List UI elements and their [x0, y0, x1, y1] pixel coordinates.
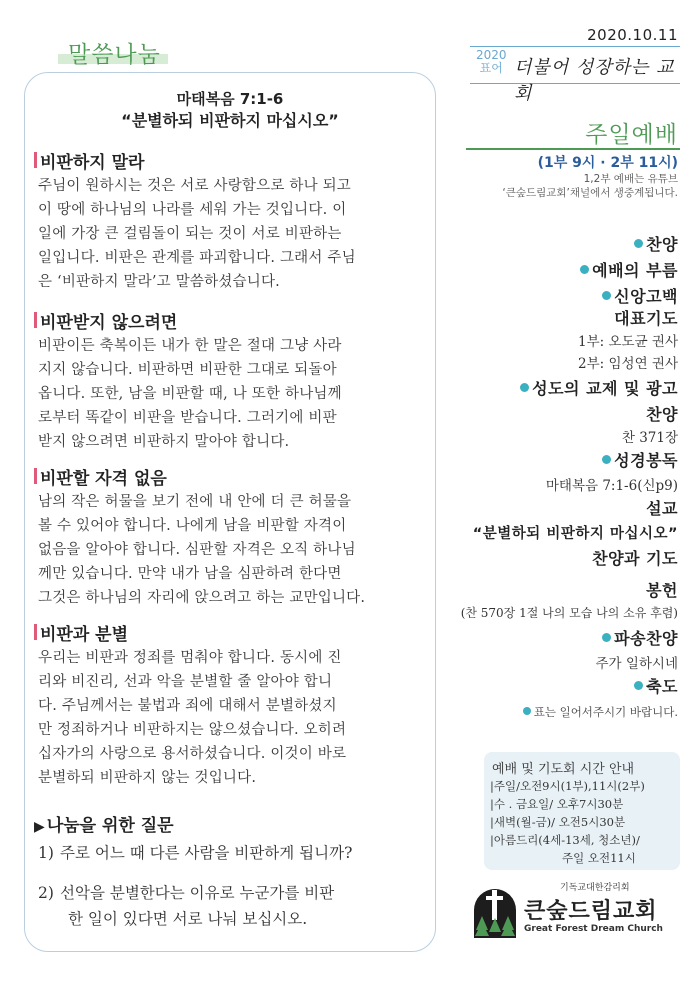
paragraph-line: 께만 있습니다. 만약 내가 남을 심판하려 한다면	[38, 566, 342, 582]
paragraph-line: 십자가의 사랑으로 용서하셨습니다. 이것이 바로	[38, 746, 347, 762]
order-item: 찬양과 기도	[592, 549, 678, 568]
section-paragraph	[38, 334, 424, 454]
motto-year: 2020	[476, 48, 507, 62]
prayer-leader: 1부: 오도균 권사	[578, 334, 678, 350]
paragraph-line: 주님이 원하시는 것은 서로 사랑함으로 하나 되고	[38, 178, 351, 194]
paragraph-line: 지지 않습니다. 비판하면 비판한 그대로 되돌아	[38, 362, 337, 378]
motto-phrase: 더불어 성장하는 교회	[514, 57, 675, 104]
standing-dot-icon	[523, 707, 531, 715]
order-item: 대표기도	[614, 309, 678, 328]
order-item: 축도	[634, 674, 678, 697]
question-line: 선악을 분별한다는 이유로 누군가를 비판	[60, 884, 335, 902]
order-item: 성도의 교제 및 광고	[520, 376, 678, 399]
paragraph-line: 남의 작은 허물을 보기 전에 내 안에 더 큰 허물을	[38, 494, 352, 510]
church-name-english: Great Forest Dream Church	[524, 924, 663, 934]
schedule-line: |새벽(월-금)/ 오전5시30분	[490, 815, 626, 829]
paragraph-line: 이 땅에 하나님의 나라를 세워 가는 것입니다. 이	[38, 202, 347, 218]
order-item: 파송찬양	[602, 626, 678, 649]
question-number: 2)	[38, 884, 54, 902]
section-heading: 비판과 분별	[34, 620, 128, 645]
question-number: 1)	[38, 844, 54, 862]
scripture-block	[24, 88, 436, 132]
order-item: 설교	[646, 499, 678, 518]
prayer-leader: 2부: 임성연 권사	[578, 356, 678, 372]
question-line: 주로 어느 때 다른 사람을 비판하게 됩니까?	[60, 844, 353, 862]
paragraph-line: 은 ‘비판하지 말라’고 말씀하셨습니다.	[38, 274, 280, 290]
paragraph-line: 우리는 비판과 정죄를 멈춰야 합니다. 동시에 진	[38, 650, 342, 666]
sending-song: 주가 일하시네	[595, 656, 678, 672]
standing-dot-icon	[520, 383, 529, 392]
service-title: 주일예배	[585, 122, 678, 148]
church-logo	[470, 880, 680, 952]
schedule-line: 주일 오전11시	[562, 851, 636, 865]
paragraph-line: 받지 않으려면 비판하지 말아야 합니다.	[38, 434, 290, 450]
standing-dot-icon	[634, 681, 643, 690]
standing-dot-icon	[602, 633, 611, 642]
motto-year-block	[476, 49, 507, 75]
schedule-line: |주일/오전9시(1부),11시(2부)	[490, 779, 645, 793]
scripture-reading: 마태복음 7:1-6(신p9)	[545, 478, 678, 494]
standing-dot-icon	[634, 239, 643, 248]
paragraph-line: 그것은 하나님의 자리에 앉으려고 하는 교만입니다.	[38, 590, 366, 606]
paragraph-line: 분별하되 비판하지 않는 것입니다.	[38, 770, 257, 786]
standing-dot-icon	[580, 265, 589, 274]
denomination-label: 기독교대한감리회	[560, 883, 630, 893]
paragraph-line: 리와 비진리, 선과 악을 분별할 줄 알아야 합니	[38, 674, 333, 690]
order-item: 성경봉독	[602, 448, 678, 471]
schedule-title: 예배 및 기도회 시간 안내	[492, 762, 635, 777]
paragraph-line: 다. 주님께서는 불법과 죄에 대해서 분별하셨지	[38, 698, 337, 714]
paragraph-line: 없음을 알아야 합니다. 심판할 자격은 오직 하나님	[38, 542, 356, 558]
questions-heading-label: 나눔을 위한 질문	[46, 816, 174, 836]
schedule-box	[484, 752, 680, 870]
standing-dot-icon	[602, 455, 611, 464]
order-item: 신앙고백	[602, 284, 678, 307]
motto-label: 표어	[479, 61, 503, 75]
paragraph-line: 로부터 똑같이 비판을 받습니다. 그러기에 비판	[38, 410, 337, 426]
triangle-icon: ▶	[34, 819, 45, 835]
section-paragraph	[38, 490, 424, 610]
standing-note-text: 표는 일어서주시기 바랍니다.	[533, 705, 678, 719]
paragraph-line: 일에 가장 큰 걸림돌이 되는 것이 서로 비판하는	[38, 226, 342, 242]
service-title-underline	[466, 148, 680, 150]
order-item: 예배의 부름	[580, 258, 678, 281]
standing-dot-icon	[602, 291, 611, 300]
section-title: 말씀나눔	[68, 42, 161, 68]
schedule-line: |수 . 금요일/ 오후7시30분	[490, 797, 624, 811]
section-header	[58, 36, 168, 66]
schedule-line: |아름드리(4세-13세, 청소년)/	[490, 833, 640, 847]
service-note: ‘큰숲드림교회’채널에서 생중계됩니다.	[502, 187, 678, 199]
order-item: 찬양	[646, 405, 678, 424]
service-note: 1,2부 예배는 유튜브	[583, 173, 678, 185]
section-paragraph	[38, 646, 424, 790]
sermon-title-right: “분별하되 비판하지 마십시오”	[472, 526, 678, 542]
scripture-reference: 마태복음 7:1-6	[176, 90, 284, 108]
section-paragraph	[38, 174, 424, 294]
paragraph-line: 만 정죄하거나 비판하지는 않으셨습니다. 오히려	[38, 722, 347, 738]
bulletin-date: 2020.10.11	[587, 26, 678, 44]
section-heading: 비판하지 말라	[34, 148, 144, 173]
standing-note	[523, 704, 678, 720]
order-item: 찬양	[634, 232, 678, 255]
question-line: 한 일이 있다면 서로 나눠 보십시오.	[68, 910, 308, 928]
question-item	[38, 880, 428, 932]
question-item	[38, 840, 428, 866]
questions-heading	[34, 811, 174, 836]
church-motto	[470, 46, 680, 104]
sermon-title: “분별하되 비판하지 마십시오”	[121, 111, 339, 130]
paragraph-line: 볼 수 있어야 합니다. 나에게 남을 비판할 자격이	[38, 518, 347, 534]
section-heading: 비판받지 않으려면	[34, 308, 177, 333]
church-name: 큰숲드림교회	[524, 899, 658, 924]
service-times: (1부 9시 · 2부 11시)	[537, 155, 678, 171]
section-heading: 비판할 자격 없음	[34, 464, 167, 489]
offering-hymn: (찬 570장 1절 나의 모습 나의 소유 후렴)	[460, 606, 678, 620]
paragraph-line: 옵니다. 또한, 남을 비판할 때, 나 또한 하나님께	[38, 386, 342, 402]
forest-cross-icon	[472, 882, 518, 940]
paragraph-line: 일입니다. 비판은 관계를 파괴합니다. 그래서 주님	[38, 250, 356, 266]
paragraph-line: 비판이든 축복이든 내가 한 말은 절대 그냥 사라	[38, 338, 342, 354]
hymn-number: 찬 371장	[621, 430, 678, 446]
order-item: 봉헌	[646, 581, 678, 600]
